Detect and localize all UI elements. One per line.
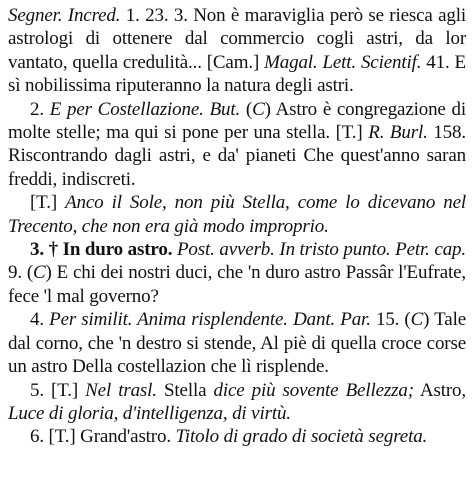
paragraph-3 [8,191,466,238]
text-run: E per Costellazione. But. [49,98,241,120]
paragraph-1 [8,4,466,98]
text-run: 2. [30,98,50,120]
text-run: dice più sovente [213,379,339,401]
paragraph-7 [8,425,466,448]
text-run: R. Burl. [368,122,428,144]
text-run: ) Tale dal corno, che 'n destro si stende, Al piè di quella croce corse un astro Della costellazion che lì risplende. [8,309,466,378]
text-run: ) Astro è congregazione di molte stelle; ma qui si pone per una stella. [T.] [8,98,466,144]
text-run: Segner. Incred. [8,5,121,26]
text-run: Bellezza; [345,379,414,401]
text-run: Per similit. Anima risplendente. Dant. Par. [49,309,371,331]
text-run: C [33,262,46,284]
text-run: C [410,309,424,331]
text-run: Stella [156,379,214,401]
text-run: Luce di gloria, d'intelligenza, di virtù. [8,402,291,424]
text-run: 5. [T.] [30,379,86,401]
paragraph-4 [8,238,466,308]
text-run: Post. avverb. In tristo punto. Petr. cap. [176,239,466,261]
paragraph-2 [8,98,466,192]
text-run: 15. ( [370,309,411,331]
text-run: 1. 23. 3. Non è maraviglia però se riesca agli astrologi di ottenere dal commercio cogli astri, da lor vantato, quella credulità... [Cam.] [8,5,466,73]
text-run: Nel trasl. [85,379,157,401]
text-run: Titolo di grado di società segreta. [175,426,428,448]
text-run: 4. [30,309,50,331]
text-run: Anco il Sole, non più Stella, come lo dicevano nel Trecento, che non era già modo improprio. [8,192,467,237]
text-run [338,380,345,401]
text-run: 9. ( [8,262,34,284]
paragraph-6 [8,379,466,426]
text-run: ) E chi dei nostri duci, che 'n duro astro Passâr l'Eufrate, fece 'l mal governo? [8,262,466,307]
text-run: 3. † In duro astro. [30,239,173,261]
text-run: 6. [T.] Grand'astro. [30,426,176,448]
text-run: ( [240,98,253,120]
text-run: Magal. Lett. Scientif. [264,51,422,73]
text-run: 41. E sì nobilissima riputeranno la natura degli astri. [8,51,466,97]
text-run: [T.] [30,192,66,214]
text-run: Astro, [413,379,466,401]
text-run: C [252,98,265,120]
text-run: 158. Riscontrando dagli astri, e da' pianeti Che quest'anno saran freddi, indiscreti. [8,122,466,190]
paragraph-5 [8,308,466,378]
